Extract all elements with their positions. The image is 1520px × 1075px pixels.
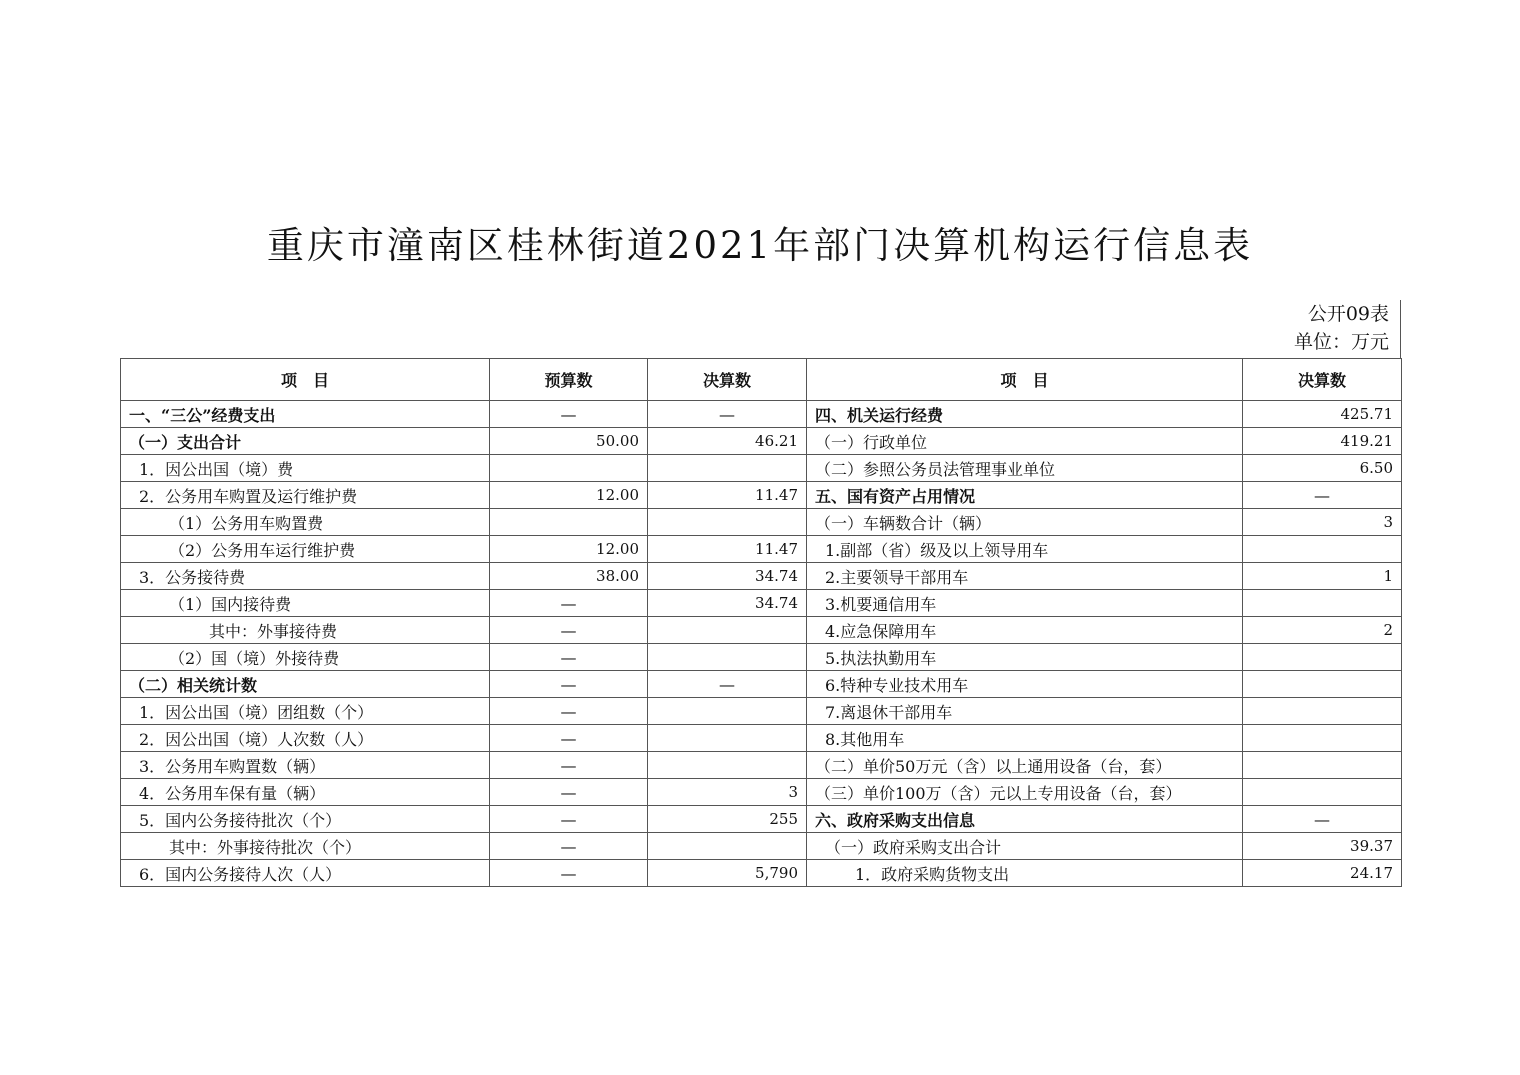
info-table (120, 358, 1402, 887)
final-right-cell (1243, 779, 1402, 806)
final-left-cell: 3 (648, 779, 807, 806)
right-item-cell: 1．政府采购货物支出 (807, 860, 1243, 887)
left-item-cell: （二）相关统计数 (121, 671, 490, 698)
final-left-cell: 11.47 (648, 536, 807, 563)
right-item-cell: 5.执法执勤用车 (807, 644, 1243, 671)
budget-cell: — (490, 779, 648, 806)
right-item-cell: 六、政府采购支出信息 (807, 806, 1243, 833)
right-item-cell: 四、机关运行经费 (807, 401, 1243, 428)
table-row (121, 482, 1402, 509)
budget-cell: — (490, 644, 648, 671)
left-item-cell: （2）公务用车运行维护费 (121, 536, 490, 563)
header-item-left: 项 目 (121, 359, 490, 401)
left-item-cell: 4．公务用车保有量（辆） (121, 779, 490, 806)
budget-cell: — (490, 833, 648, 860)
left-item-cell: 2．因公出国（境）人次数（人） (121, 725, 490, 752)
left-item-cell: 2．公务用车购置及运行维护费 (121, 482, 490, 509)
budget-cell: — (490, 698, 648, 725)
right-item-cell: 4.应急保障用车 (807, 617, 1243, 644)
header-final-right: 决算数 (1243, 359, 1402, 401)
final-right-cell (1243, 698, 1402, 725)
final-left-cell: — (648, 671, 807, 698)
table-row (121, 590, 1402, 617)
table-row (121, 536, 1402, 563)
table-row (121, 833, 1402, 860)
left-item-cell: 3．公务接待费 (121, 563, 490, 590)
table-row (121, 563, 1402, 590)
header-budget: 预算数 (490, 359, 648, 401)
budget-cell: — (490, 806, 648, 833)
final-left-cell (648, 698, 807, 725)
final-right-cell: — (1243, 482, 1402, 509)
meta-divider (1400, 300, 1401, 358)
table-row (121, 509, 1402, 536)
right-item-cell: （二）参照公务员法管理事业单位 (807, 455, 1243, 482)
budget-cell: 38.00 (490, 563, 648, 590)
left-item-cell: 一、“三公”经费支出 (121, 401, 490, 428)
left-item-cell: 1．因公出国（境）费 (121, 455, 490, 482)
left-item-cell: （2）国（境）外接待费 (121, 644, 490, 671)
final-left-cell (648, 752, 807, 779)
page-title: 重庆市潼南区桂林街道2021年部门决算机构运行信息表 (266, 224, 1254, 267)
final-right-cell: 3 (1243, 509, 1402, 536)
final-right-cell: 6.50 (1243, 455, 1402, 482)
final-left-cell (648, 725, 807, 752)
right-item-cell: 6.特种专业技术用车 (807, 671, 1243, 698)
final-right-cell (1243, 644, 1402, 671)
budget-cell: 12.00 (490, 482, 648, 509)
left-item-cell: 5．国内公务接待批次（个） (121, 806, 490, 833)
final-left-cell (648, 617, 807, 644)
final-right-cell: 39.37 (1243, 833, 1402, 860)
final-left-cell: 34.74 (648, 563, 807, 590)
right-item-cell: （一）行政单位 (807, 428, 1243, 455)
final-right-cell: 2 (1243, 617, 1402, 644)
final-right-cell (1243, 752, 1402, 779)
final-right-cell: — (1243, 806, 1402, 833)
header-item-right: 项 目 (807, 359, 1243, 401)
left-item-cell: （1）公务用车购置费 (121, 509, 490, 536)
budget-cell: — (490, 671, 648, 698)
right-item-cell: 7.离退休干部用车 (807, 698, 1243, 725)
left-item-cell: 3．公务用车购置数（辆） (121, 752, 490, 779)
final-left-cell (648, 644, 807, 671)
table-row (121, 779, 1402, 806)
left-item-cell: （一）支出合计 (121, 428, 490, 455)
final-right-cell (1243, 725, 1402, 752)
table-row (121, 860, 1402, 887)
right-item-cell: 2.主要领导干部用车 (807, 563, 1243, 590)
budget-cell (490, 455, 648, 482)
final-left-cell: 255 (648, 806, 807, 833)
budget-cell (490, 509, 648, 536)
table-row (121, 806, 1402, 833)
left-item-cell: 6．国内公务接待人次（人） (121, 860, 490, 887)
final-left-cell: 5,790 (648, 860, 807, 887)
table-row (121, 671, 1402, 698)
final-left-cell (648, 455, 807, 482)
final-right-cell (1243, 671, 1402, 698)
budget-cell: — (490, 725, 648, 752)
budget-cell: — (490, 617, 648, 644)
budget-cell: — (490, 401, 648, 428)
right-item-cell: （三）单价100万（含）元以上专用设备（台，套） (807, 779, 1243, 806)
budget-cell: 50.00 (490, 428, 648, 455)
table-row (121, 401, 1402, 428)
table-row (121, 617, 1402, 644)
table-row (121, 725, 1402, 752)
final-left-cell: 46.21 (648, 428, 807, 455)
table-row (121, 752, 1402, 779)
table-row (121, 698, 1402, 725)
final-left-cell (648, 509, 807, 536)
final-left-cell (648, 833, 807, 860)
final-right-cell: 425.71 (1243, 401, 1402, 428)
right-item-cell: 8.其他用车 (807, 725, 1243, 752)
budget-cell: — (490, 590, 648, 617)
header-final-left: 决算数 (648, 359, 807, 401)
final-right-cell: 1 (1243, 563, 1402, 590)
right-item-cell: 1.副部（省）级及以上领导用车 (807, 536, 1243, 563)
left-item-cell: 1．因公出国（境）团组数（个） (121, 698, 490, 725)
final-right-cell: 24.17 (1243, 860, 1402, 887)
left-item-cell: （1）国内接待费 (121, 590, 490, 617)
final-right-cell: 419.21 (1243, 428, 1402, 455)
left-item-cell: 其中：外事接待费 (121, 617, 490, 644)
table-row (121, 428, 1402, 455)
header-row (121, 359, 1402, 401)
final-right-cell (1243, 590, 1402, 617)
table-meta (1294, 300, 1389, 356)
budget-cell: 12.00 (490, 536, 648, 563)
left-item-cell: 其中：外事接待批次（个） (121, 833, 490, 860)
table-number: 公开09表 (1307, 303, 1389, 325)
final-left-cell: — (648, 401, 807, 428)
right-item-cell: （二）单价50万元（含）以上通用设备（台，套） (807, 752, 1243, 779)
budget-cell: — (490, 752, 648, 779)
final-right-cell (1243, 536, 1402, 563)
unit-label: 单位：万元 (1293, 331, 1389, 353)
right-item-cell: （一）政府采购支出合计 (807, 833, 1243, 860)
final-left-cell: 34.74 (648, 590, 807, 617)
table-row (121, 644, 1402, 671)
right-item-cell: （一）车辆数合计（辆） (807, 509, 1243, 536)
table-row (121, 455, 1402, 482)
right-item-cell: 3.机要通信用车 (807, 590, 1243, 617)
right-item-cell: 五、国有资产占用情况 (807, 482, 1243, 509)
final-left-cell: 11.47 (648, 482, 807, 509)
budget-cell: — (490, 860, 648, 887)
